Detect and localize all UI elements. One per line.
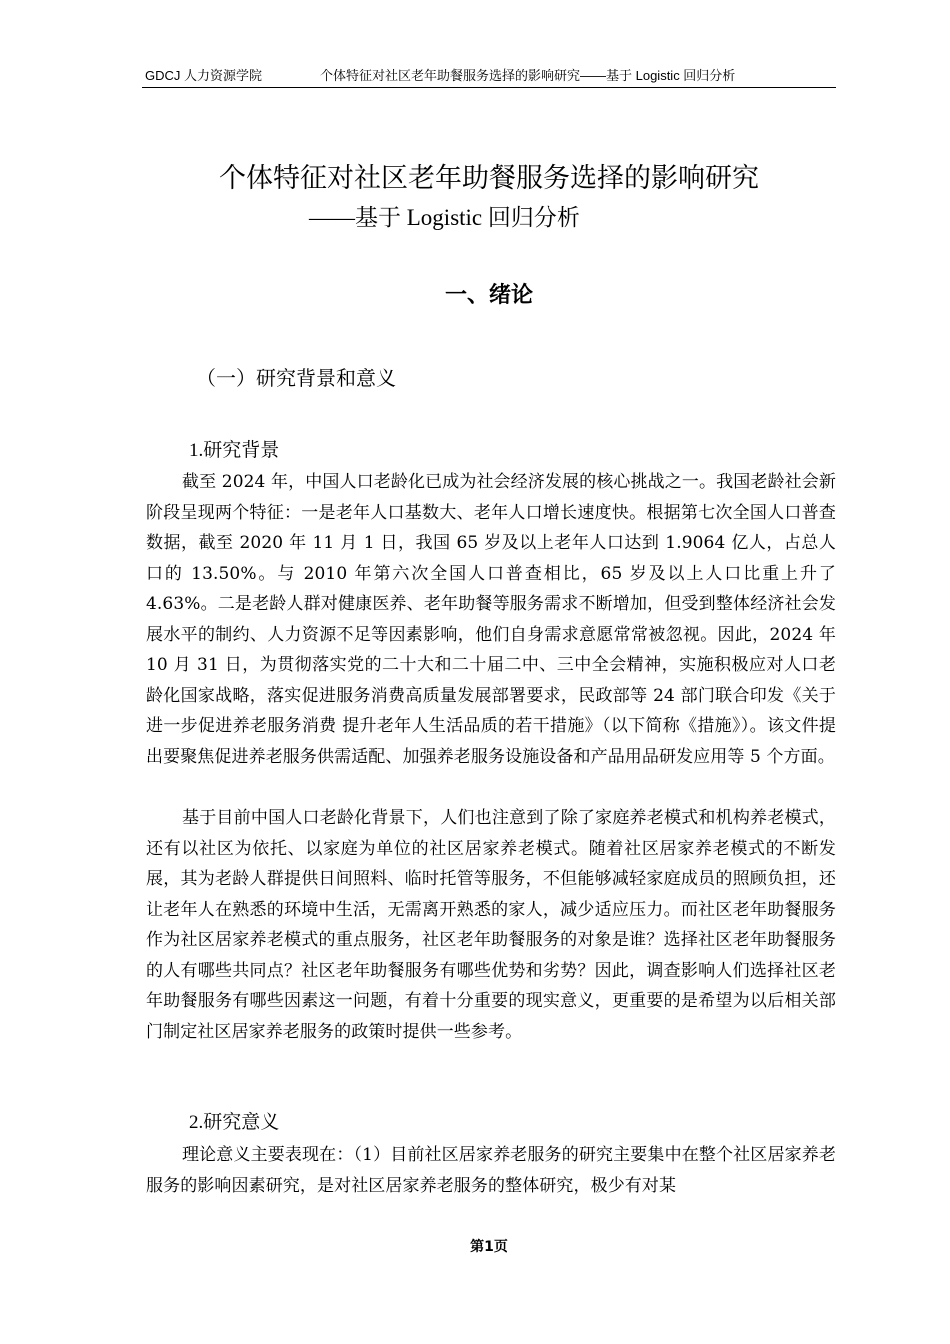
paragraph-background-2: 基于目前中国人口老龄化背景下，人们也注意到了除了家庭养老模式和机构养老模式，还有以社区为依托、以家庭为单位的社区居家养老模式。随着社区居家养老模式的不断发展，其为老龄人群提供日间照料、临时托管等服务，不但能够减轻家庭成员的照顾负担，还让老年人在熟悉的环境中生活，无需离开熟悉的家人，减少适应压力。而社区老年助餐服务作为社区居家养老模式的重点服务，社区老年助餐服务的对象是谁？选择社区老年助餐服务的人有哪些共同点？社区老年助餐服务有哪些优势和劣势？因此，调查影响人们选择社区老年助餐服务有哪些因素这一问题，有着十分重要的现实意义，更重要的是希望为以后相关部门制定社区居家养老服务的政策时提供一些参考。 <box>146 808 836 1042</box>
header-institution: GDCJ 人力资源学院 <box>145 68 263 83</box>
page-number: 第1页 <box>470 1239 508 1255</box>
paragraph-significance-1: 理论意义主要表现在：（1）目前社区居家养老服务的研究主要集中在整个社区居家养老服务的影响因素研究，是对社区居家养老服务的整体研究，极少有对某 <box>146 1145 836 1196</box>
paper-title: 个体特征对社区老年助餐服务选择的影响研究 <box>219 163 759 193</box>
subsection-heading-significance: 2.研究意义 <box>189 1112 280 1133</box>
paper-subtitle: ——基于 Logistic 回归分析 <box>309 205 580 230</box>
running-header <box>142 66 836 88</box>
section-heading: （一）研究背景和意义 <box>196 366 396 390</box>
paragraph-background-1: 截至 2024 年，中国人口老龄化已成为社会经济发展的核心挑战之一。我国老龄社会新阶段呈现两个特征：一是老年人口基数大、老年人口增长速度快。根据第七次全国人口普查数据，截至 2020 年 11 月 1 日，我国 65 岁及以上老年人口达到 1.9064 亿人，占总人口的 13.50%。与 2010 年第六次全国人口普查相比，65 岁及以上人口比重上升了 4.63%。二是老龄人群对健康医养、老年助餐等服务需求不断增加，但受到整体经济社会发展水平的制约、人力资源不足等因素影响，他们自身需求意愿常常被忽视。因此，2024 年 10 月 31 日，为贯彻落实党的二十大和二十届二中、三中全会精神，实施积极应对人口老龄化国家战略，落实促进服务消费高质量发展部署要求，民政部等 24 部门联合印发《关于进一步促进养老服务消费 提升老年人生活品质的若干措施》（以下简称《措施》）。该文件提出要聚焦促进养老服务供需适配、加强养老服务设施设备和产品用品研发应用等 5 个方面。 <box>146 472 836 767</box>
chapter-heading: 一、绪论 <box>444 283 533 308</box>
header-paper-title: 个体特征对社区老年助餐服务选择的影响研究——基于 Logistic 回归分析 <box>320 68 736 83</box>
subsection-heading-background: 1.研究背景 <box>189 440 280 461</box>
